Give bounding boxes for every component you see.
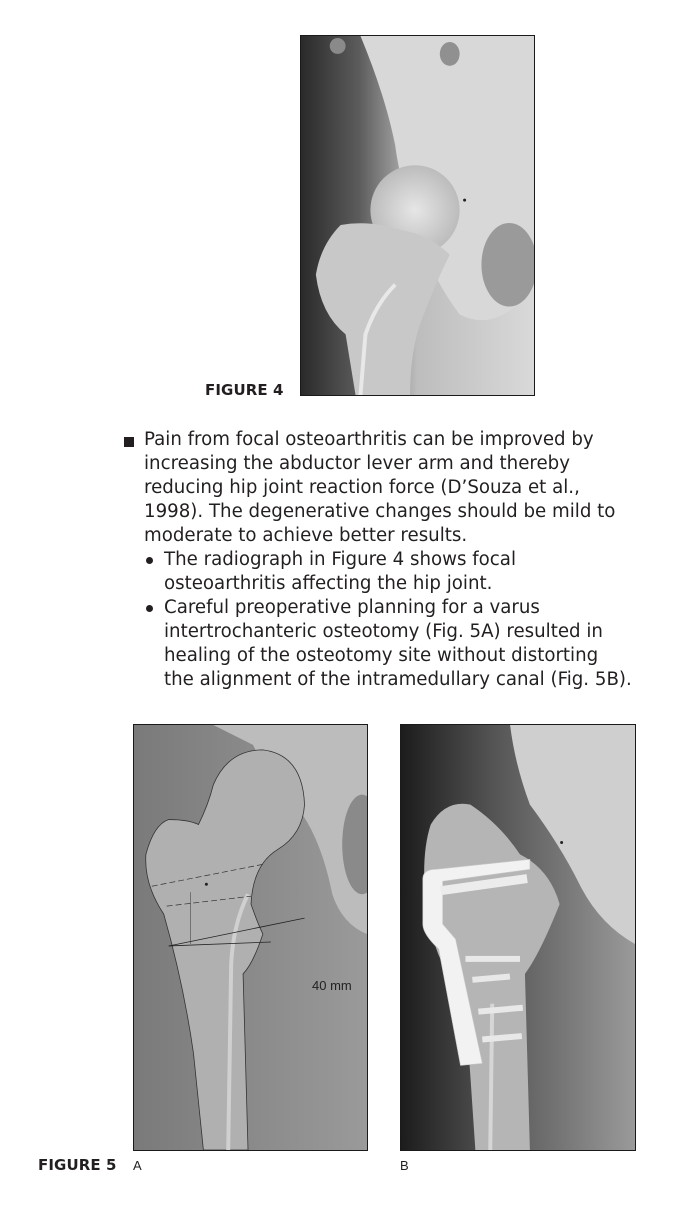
round-bullet-icon bbox=[146, 605, 153, 612]
sub-bullet-item bbox=[122, 548, 662, 596]
main-bullet-line: reducing hip joint reaction force (D’Souza et al., bbox=[144, 477, 580, 498]
sub-bullet-line: intertrochanteric osteotomy (Fig. 5A) resulted in bbox=[164, 621, 603, 642]
figure-5b-panel-label: B bbox=[400, 1158, 409, 1173]
sub-bullet-line: healing of the osteotomy site without distorting bbox=[164, 645, 599, 666]
main-bullet bbox=[122, 428, 662, 548]
round-bullet-icon bbox=[146, 557, 153, 564]
figure-5-label: FIGURE 5 bbox=[38, 1156, 117, 1174]
radiograph-planning-icon bbox=[134, 725, 367, 1150]
radiograph-blade-plate-icon bbox=[401, 725, 635, 1150]
figure-5a-planning-radiograph bbox=[133, 724, 368, 1151]
sub-bullet-line: The radiograph in Figure 4 shows focal bbox=[164, 549, 516, 570]
body-text bbox=[122, 428, 662, 692]
figure-5a-panel-label: A bbox=[133, 1158, 142, 1173]
main-bullet-line: 1998). The degenerative changes should be mild to bbox=[144, 501, 616, 522]
sub-bullet-item bbox=[122, 596, 662, 692]
radiograph-hip-icon bbox=[301, 36, 534, 395]
sub-bullet-line: osteoarthritis affecting the hip joint. bbox=[164, 573, 493, 594]
sub-bullet-line: Careful preoperative planning for a varus bbox=[164, 597, 540, 618]
sub-bullet-line: the alignment of the intramedullary canal (Fig. 5B). bbox=[164, 669, 632, 690]
main-bullet-line: moderate to achieve better results. bbox=[144, 525, 468, 546]
measurement-annotation: 40 mm bbox=[312, 978, 352, 993]
sub-bullet-list bbox=[122, 548, 662, 692]
figure-4-label: FIGURE 4 bbox=[205, 381, 284, 399]
figure-4-radiograph bbox=[300, 35, 535, 396]
main-bullet-line: Pain from focal osteoarthritis can be improved by bbox=[144, 429, 594, 450]
main-bullet-line: increasing the abductor lever arm and thereby bbox=[144, 453, 570, 474]
figure-5b-postop-radiograph bbox=[400, 724, 636, 1151]
square-bullet-icon bbox=[124, 437, 134, 447]
